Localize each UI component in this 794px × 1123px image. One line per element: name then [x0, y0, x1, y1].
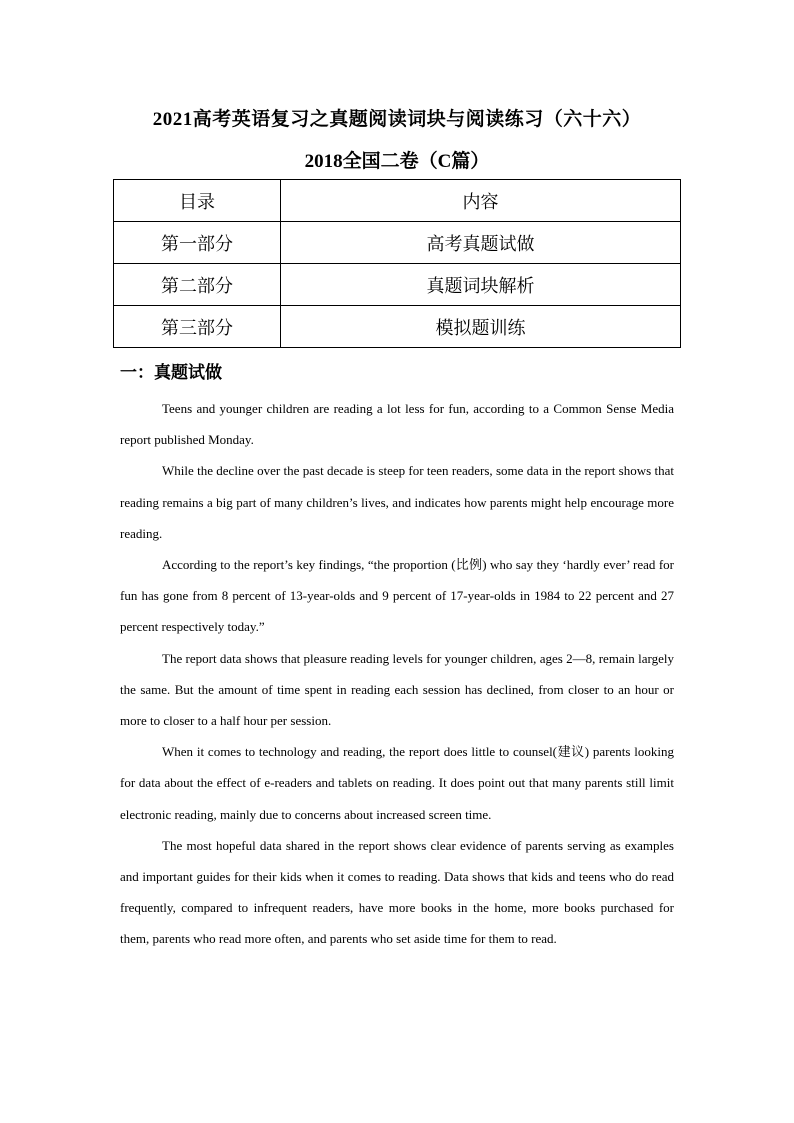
contents-row: [114, 222, 681, 264]
passage-paragraph: The report data shows that pleasure reading levels for younger children, ages 2—8, remain largely the same. But the amount of time spent in reading each session has declined, from closer to an hour or more to closer to a half hour per session.: [120, 650, 674, 729]
passage-paragraph: While the decline over the past decade is steep for teen readers, some data in the report shows that reading remains a big part of many children’s lives, and indicates how parents might help encourage more reading.: [120, 463, 674, 541]
contents-row: [114, 306, 681, 348]
passage-paragraph: According to the report’s key findings, “the proportion (比例) who say they ‘hardly ever’ read for fun has gone from 8 percent of 13-year-olds and 9 percent of 17-year-olds in 1984 to 22 percent and 27 percent respectively today.”: [120, 557, 674, 635]
contents-part: 第三部分: [114, 306, 281, 348]
document-title: 2021高考英语复习之真题阅读词块与阅读练习（六十六）: [152, 109, 642, 130]
contents-header-col2: 内容: [281, 180, 681, 222]
document-subtitle: 2018全国二卷（C篇）: [304, 151, 490, 172]
reading-passage: [120, 393, 674, 955]
passage-paragraph: Teens and younger children are reading a lot less for fun, according to a Common Sense Media report published Monday.: [120, 401, 674, 448]
contents-part: 第一部分: [114, 222, 281, 264]
contents-row: [114, 264, 681, 306]
contents-header-col1: 目录: [114, 180, 281, 222]
contents-part: 第二部分: [114, 264, 281, 306]
contents-table: [113, 179, 681, 348]
contents-header-row: [114, 180, 681, 222]
contents-content: 高考真题试做: [281, 222, 681, 264]
contents-content: 模拟题训练: [281, 306, 681, 348]
section-heading: 一：真题试做: [120, 363, 222, 382]
contents-content: 真题词块解析: [281, 264, 681, 306]
passage-paragraph: When it comes to technology and reading, the report does little to counsel(建议) parents looking for data about the effect of e-readers and tablets on reading. It does point out that many parents still limit electronic reading, mainly due to concerns about increased screen time.: [120, 744, 674, 822]
passage-paragraph: The most hopeful data shared in the report shows clear evidence of parents serving as examples and important guides for their kids when it comes to reading. Data shows that kids and teens who do read frequently, compared to infrequent readers, have more books in the home, more books purchased for them, parents who read more often, and parents who set aside time for them to read.: [120, 837, 674, 947]
